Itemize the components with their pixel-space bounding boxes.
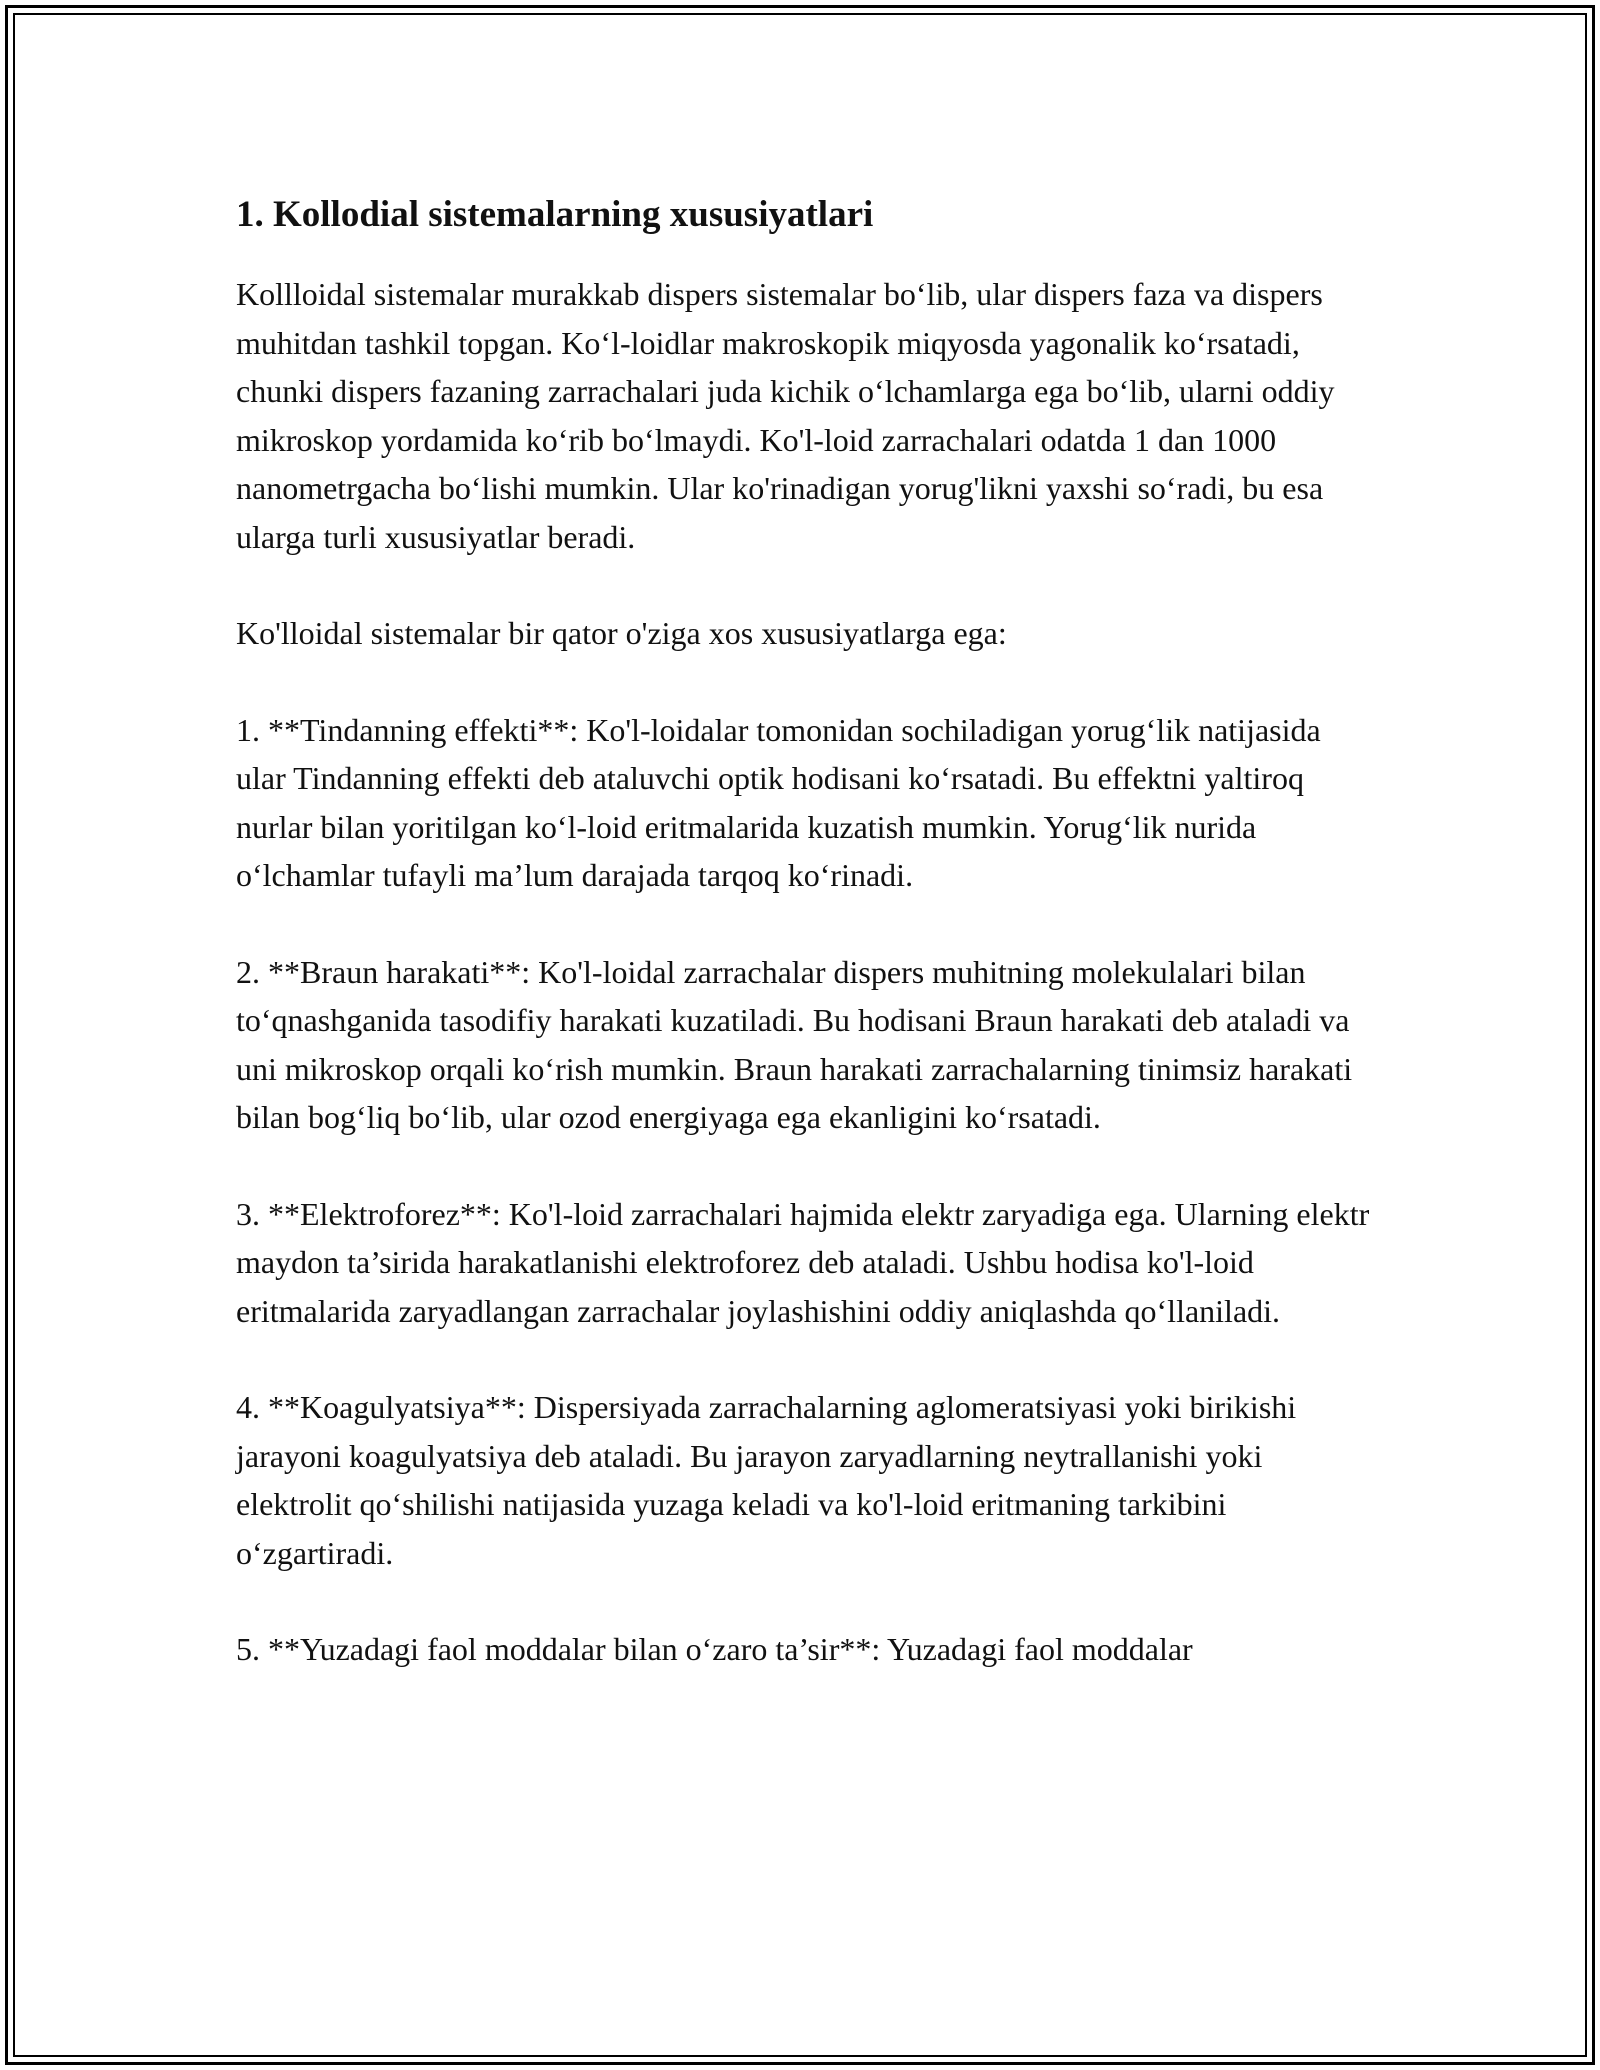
list-item-coagulation: 4. **Koagulyatsiya**: Dispersiyada zarrachalarning aglomeratsiyasi yoki birikishi jarayoni koagulyatsiya deb ataladi. Bu jarayon zaryadlarning neytrallanishi yoki elektrolit qo‘shilishi natijasida yuzaga keladi va ko'l-loid eritmaning tarkibini o‘zgartiradi. [236, 1389, 1297, 1571]
document-body [236, 185, 1376, 1722]
document-title: 1. Kollodial sistemalarning xususiyatlari [236, 194, 874, 235]
list-item-surfactant-interaction: 5. **Yuzadagi faol moddalar bilan o‘zaro ta’sir**: Yuzadagi faol moddalar [236, 1631, 1193, 1667]
paragraph-lead-in: Ko'lloidal sistemalar bir qator o'ziga xos xususiyatlarga ega: [236, 615, 1007, 651]
list-item-electrophoresis: 3. **Elektroforez**: Ko'l-loid zarrachalari hajmida elektr zaryadiga ega. Ularning elektr maydon ta’sirida harakatlanishi elektroforez deb ataladi. Ushbu hodisa ko'l-loid eritmalarida zaryadlangan zarrachalar joylashishini oddiy aniqlashda qo‘llaniladi. [236, 1195, 1370, 1329]
list-item-tyndall-effect: 1. **Tindanning effekti**: Ko'l-loidalar tomonidan sochiladigan yorug‘lik natijasida ular Tindanning effekti deb ataluvchi optik hodisani ko‘rsatadi. Bu effektni yaltiroq nurlar bilan yoritilgan ko‘l-loid eritmalarida kuzatish mumkin. Yorug‘lik nurida o‘lchamlar tufayli ma’lum darajada tarqoq ko‘rinadi. [236, 711, 1321, 893]
list-item-brownian-motion: 2. **Braun harakati**: Ko'l-loidal zarrachalar dispers muhitning molekulalari bilan to‘qnashganida tasodifiy harakati kuzatiladi. Bu hodisani Braun harakati deb ataladi va uni mikroskop orqali ko‘rish mumkin. Braun harakati zarrachalarning tinimsiz harakati bilan bog‘liq bo‘lib, ular ozod energiyaga ega ekanligini ko‘rsatadi. [236, 953, 1353, 1135]
paragraph-intro: Kollloidal sistemalar murakkab dispers sistemalar bo‘lib, ular dispers faza va dispers muhitdan tashkil topgan. Ko‘l-loidlar makroskopik miqyosda yagonalik ko‘rsatadi, chunki dispers fazaning zarrachalari juda kichik o‘lchamlarga ega bo‘lib, ularni oddiy mikroskop yordamida ko‘rib bo‘lmaydi. Ko'l-loid zarrachalari odatda 1 dan 1000 nanometrgacha bo‘lishi mumkin. Ular ko'rinadigan yorug'likni yaxshi so‘radi, bu esa ularga turli xususiyatlar beradi. [236, 276, 1335, 555]
